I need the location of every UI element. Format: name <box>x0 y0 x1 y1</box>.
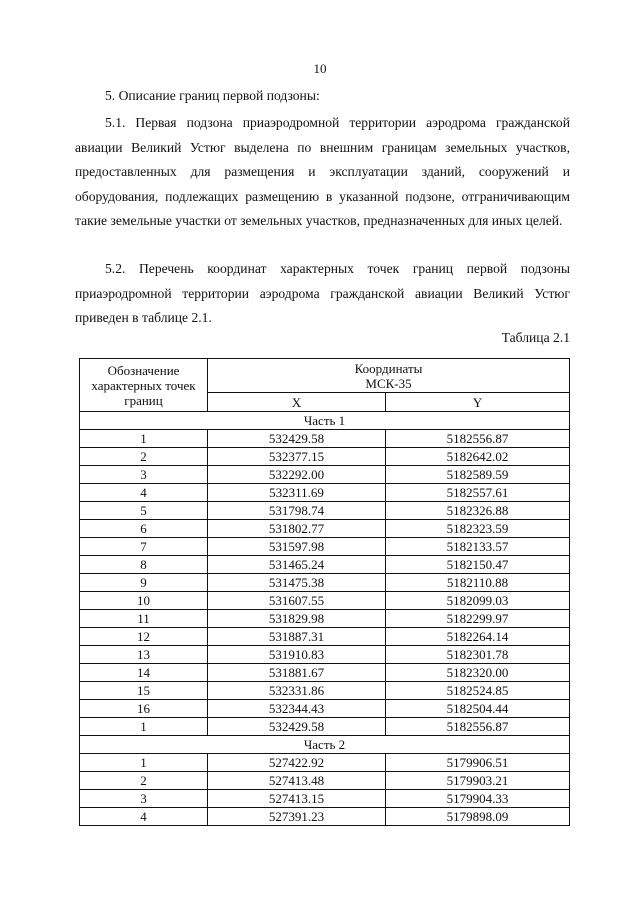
point-number: 13 <box>80 646 208 664</box>
point-number: 12 <box>80 628 208 646</box>
point-number: 9 <box>80 574 208 592</box>
header-y: Y <box>386 393 570 412</box>
coordinate-x: 531887.31 <box>208 628 386 646</box>
coordinate-y: 5182320.00 <box>386 664 570 682</box>
coordinate-x: 531802.77 <box>208 520 386 538</box>
coordinate-y: 5182642.02 <box>386 448 570 466</box>
coordinate-y: 5182326.88 <box>386 502 570 520</box>
table-row <box>80 538 570 556</box>
coordinate-x: 527413.48 <box>208 772 386 790</box>
coordinate-x: 527413.15 <box>208 790 386 808</box>
coordinate-y: 5182524.85 <box>386 682 570 700</box>
part-title: Часть 1 <box>80 412 570 430</box>
point-number: 2 <box>80 448 208 466</box>
table-row <box>80 754 570 772</box>
header-coordinates <box>208 359 570 393</box>
table-row <box>80 556 570 574</box>
table-row <box>80 484 570 502</box>
table-row <box>80 772 570 790</box>
coordinate-y: 5182556.87 <box>386 430 570 448</box>
part-header-row <box>80 412 570 430</box>
point-number: 4 <box>80 484 208 502</box>
table-row <box>80 790 570 808</box>
point-number: 1 <box>80 430 208 448</box>
table-row <box>80 430 570 448</box>
coordinates-table <box>79 358 570 826</box>
header-point-designation: Обозначение характерных точек границ <box>80 359 208 412</box>
point-number: 10 <box>80 592 208 610</box>
coordinate-y: 5182264.14 <box>386 628 570 646</box>
coordinate-x: 531881.67 <box>208 664 386 682</box>
coordinate-x: 531597.98 <box>208 538 386 556</box>
point-number: 15 <box>80 682 208 700</box>
table-row <box>80 646 570 664</box>
coordinate-x: 532344.43 <box>208 700 386 718</box>
coordinate-y: 5182589.59 <box>386 466 570 484</box>
table-row <box>80 610 570 628</box>
table-row <box>80 502 570 520</box>
point-number: 3 <box>80 790 208 808</box>
coordinate-x: 527391.23 <box>208 808 386 826</box>
table-row <box>80 664 570 682</box>
coordinate-x: 531910.83 <box>208 646 386 664</box>
coordinate-y: 5179903.21 <box>386 772 570 790</box>
page-number: 10 <box>313 61 327 76</box>
coordinate-y: 5182301.78 <box>386 646 570 664</box>
coordinate-x: 532311.69 <box>208 484 386 502</box>
coordinate-x: 532429.58 <box>208 430 386 448</box>
coordinate-y: 5182504.44 <box>386 700 570 718</box>
table-row <box>80 520 570 538</box>
point-number: 11 <box>80 610 208 628</box>
table-row <box>80 574 570 592</box>
coordinate-y: 5182133.57 <box>386 538 570 556</box>
point-number: 2 <box>80 772 208 790</box>
point-number: 7 <box>80 538 208 556</box>
point-number: 1 <box>80 718 208 736</box>
coordinate-x: 532331.86 <box>208 682 386 700</box>
coordinate-x: 531798.74 <box>208 502 386 520</box>
table-row <box>80 808 570 826</box>
table-row <box>80 700 570 718</box>
section-heading: 5. Описание границ первой подзоны: <box>105 88 320 103</box>
coordinate-y: 5182556.87 <box>386 718 570 736</box>
point-number: 16 <box>80 700 208 718</box>
coordinate-y: 5182110.88 <box>386 574 570 592</box>
point-number: 4 <box>80 808 208 826</box>
table-body <box>80 412 570 826</box>
coordinate-y: 5179904.33 <box>386 790 570 808</box>
coordinate-y: 5182323.59 <box>386 520 570 538</box>
coordinate-x: 532377.15 <box>208 448 386 466</box>
paragraph-5-2: 5.2. Перечень координат характерных точек границ первой подзоны приаэродромной территории аэродрома гражданской авиации Великий Устюг приведен в таблице 2.1. <box>75 261 570 325</box>
header-coordinates-title: Координаты <box>354 360 423 376</box>
table-row <box>80 718 570 736</box>
table-row <box>80 466 570 484</box>
coordinate-y: 5179906.51 <box>386 754 570 772</box>
part-header-row <box>80 736 570 754</box>
coordinate-x: 531829.98 <box>208 610 386 628</box>
point-number: 6 <box>80 520 208 538</box>
table-row <box>80 682 570 700</box>
point-number: 8 <box>80 556 208 574</box>
coordinate-y: 5182299.97 <box>386 610 570 628</box>
header-coordinate-system: МСК-35 <box>365 375 412 391</box>
point-number: 3 <box>80 466 208 484</box>
part-title: Часть 2 <box>80 736 570 754</box>
point-number: 1 <box>80 754 208 772</box>
table-row <box>80 628 570 646</box>
coordinate-y: 5182150.47 <box>386 556 570 574</box>
point-number: 14 <box>80 664 208 682</box>
table-row <box>80 448 570 466</box>
coordinate-x: 527422.92 <box>208 754 386 772</box>
table-row <box>80 592 570 610</box>
point-number: 5 <box>80 502 208 520</box>
coordinate-y: 5182557.61 <box>386 484 570 502</box>
coordinate-x: 532292.00 <box>208 466 386 484</box>
coordinate-x: 532429.58 <box>208 718 386 736</box>
table-caption: Таблица 2.1 <box>501 330 570 345</box>
paragraph-5-1: 5.1. Первая подзона приаэродромной территории аэродрома гражданской авиации Великий Устюг выделена по внешним границам земельных участков, предоставленных для размещения и эксплуатации зданий, сооружений и оборудования, подлежащих размещению в указанной подзоне, отграничивающим такие земельные участки от земельных участков, предназначенных для иных целей. <box>75 115 570 228</box>
header-x: X <box>208 393 386 412</box>
coordinate-x: 531475.38 <box>208 574 386 592</box>
coordinate-y: 5182099.03 <box>386 592 570 610</box>
coordinate-y: 5179898.09 <box>386 808 570 826</box>
coordinate-x: 531465.24 <box>208 556 386 574</box>
coordinate-x: 531607.55 <box>208 592 386 610</box>
